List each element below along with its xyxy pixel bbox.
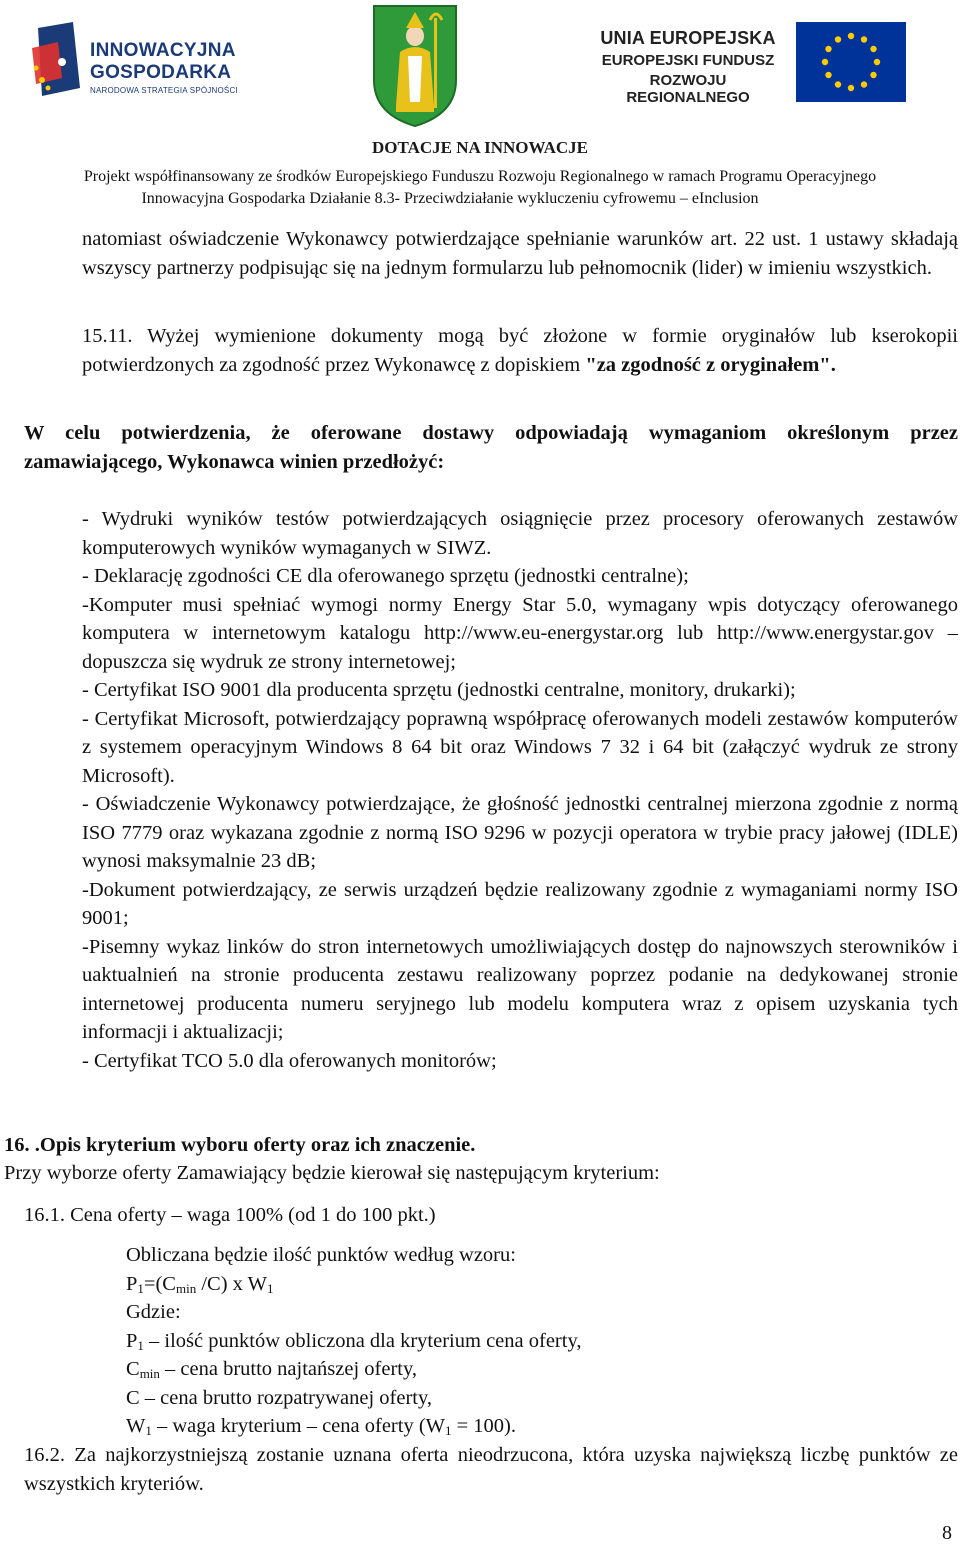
section-16-2: 16.2. Za najkorzystniejszą zostanie uznana oferta nieodrzucona, która uzyska największą liczbę punktów ze wszystkich kryteriów.: [24, 1444, 958, 1495]
formula: $P_1=(C_{min}$ /C) x $W_1$: [126, 1272, 274, 1296]
innowacyjna-gospodarka-logo: [28, 18, 258, 108]
list-item: -Komputer musi spełniać wymogi normy Energy Star 5.0, wymagany wpis dotyczący oferowanego komputera w internetowym katalogu http://www.eu-energystar.org lub http://www.energystar.gov – dopuszcza się wydruk ze strony internetowej;: [82, 593, 958, 673]
formula-def-cmin: $C_{min}$ – cena brutto najtańszej oferty,: [126, 1358, 418, 1381]
formula-def-c: C – cena brutto rozpatrywanej oferty,: [126, 1386, 433, 1409]
list-item: -Pisemny wykaz linków do stron internetowych umożliwiających dostęp do najnowszych sterowników i uaktualnień na stronie producenta zestawu realizowany poprzez podanie na dedykowanej stronie internetowej producenta numeru seryjnego lub modelu komputera wraz z opisem uzyskania tych informacji i aktualizacji;: [82, 935, 958, 1043]
list-item: - Certyfikat ISO 9001 dla producenta sprzętu (jednostki centralne, monitory, drukarki);: [82, 679, 796, 701]
header-project-line2: Innowacyjna Gospodarka Działanie 8.3- Przeciwdziałanie wykluczeniu cyfrowemu – eInclusion: [141, 190, 759, 207]
paragraph-partners: natomiast oświadczenie Wykonawcy potwierdzające spełnianie warunków art. 22 ust. 1 ustawy składają wszyscy partnerzy podpisując się na jednym formularzu lub pełnomocnik (lider) w imieniu wszystkich.: [82, 228, 958, 279]
list-item: - Certyfikat Microsoft, potwierdzający poprawną współpracę oferowanych modeli zestawów komputerów z systemem operacyjnym Windows 8 64 bit oraz Windows 7 32 i 64 bit (załączyć wydruk ze strony Microsoft).: [82, 707, 958, 787]
list-item: - Deklarację zgodności CE dla oferowanego sprzętu (jednostki centralne);: [82, 565, 689, 587]
paragraph-documents-intro: W celu potwierdzenia, że oferowane dostawy odpowiadają wymaganiom określonym przez zamawiającego, Wykonawca winien przedłożyć:: [24, 422, 958, 473]
eu-flag-icon: [796, 22, 906, 102]
list-item: - Oświadczenie Wykonawcy potwierdzające, że głośność jednostki centralnej mierzona zgodnie z normą ISO 7779 oraz wykazana zgodnie z normą ISO 9296 w pozycji operatora w trybie pracy jałowej (IDLE) wynosi maksymalnie 23 dB;: [82, 793, 958, 872]
documents-list: [82, 505, 958, 1075]
eu-logo-line3: ROZWOJU REGIONALNEGO: [626, 72, 750, 106]
formula-block: [126, 1241, 946, 1441]
municipal-crest-icon: [370, 2, 460, 128]
formula-def-p1: $P_1$ – ilość punktów obliczona dla kryterium cena oferty,: [126, 1329, 582, 1353]
formula-intro: Obliczana będzie ilość punktów według wzoru:: [126, 1244, 516, 1266]
p15-11-text: 15.11. Wyżej wymienione dokumenty mogą być złożone w formie oryginałów lub kserokopii potwierdzonych za zgodność przez Wykonawcę z dopiskiem: [82, 325, 958, 376]
eu-logo-line2: EUROPEJSKI FUNDUSZ: [601, 52, 775, 69]
section-16-intro: Przy wyborze oferty Zamawiający będzie kierował się następującym kryterium:: [4, 1162, 660, 1184]
eu-logo-line1: UNIA EUROPEJSKA: [600, 28, 776, 48]
list-item: - Certyfikat TCO 5.0 dla oferowanych monitorów;: [82, 1049, 497, 1072]
paragraph-15-11: [82, 322, 958, 379]
list-item: - Wydruki wyników testów potwierdzających osiągnięcie przez procesory oferowanych zestawów komputerowych wyników wymaganych w SIWZ.: [82, 508, 958, 559]
ig-logo-line2: GOSPODARKA: [90, 62, 232, 83]
ig-logo-line1: INNOWACYJNA: [90, 40, 236, 61]
eu-fund-logo: [588, 22, 918, 122]
formula-where: Gdzie:: [126, 1301, 181, 1323]
section-16-heading: 16. .Opis kryterium wyboru oferty oraz ich znaczenie.: [4, 1134, 476, 1156]
ig-logo-line3: NARODOWA STRATEGIA SPÓJNOŚCI: [90, 86, 238, 95]
page-number: 8: [942, 1522, 952, 1544]
header-project-line1: Projekt współfinansowany ze środków Europejskiego Funduszu Rozwoju Regionalnego w ramach Programu Operacyjnego: [83, 168, 877, 185]
page-header: [0, 0, 960, 215]
list-item: -Dokument potwierdzający, ze serwis urządzeń będzie realizowany zgodnie z wymaganiami normy ISO 9001;: [82, 878, 958, 929]
ig-logo-mark-icon: [28, 18, 88, 108]
header-title: DOTACJE NA INNOWACJE: [372, 138, 588, 157]
section-16-1: 16.1. Cena oferty – waga 100% (od 1 do 100 pkt.): [24, 1204, 436, 1226]
formula-def-w1: $W_1$ – waga kryterium – cena oferty $(W_1 = 100)$.: [126, 1415, 517, 1438]
p15-11-bold: "za zgodność z oryginałem".: [585, 353, 836, 376]
